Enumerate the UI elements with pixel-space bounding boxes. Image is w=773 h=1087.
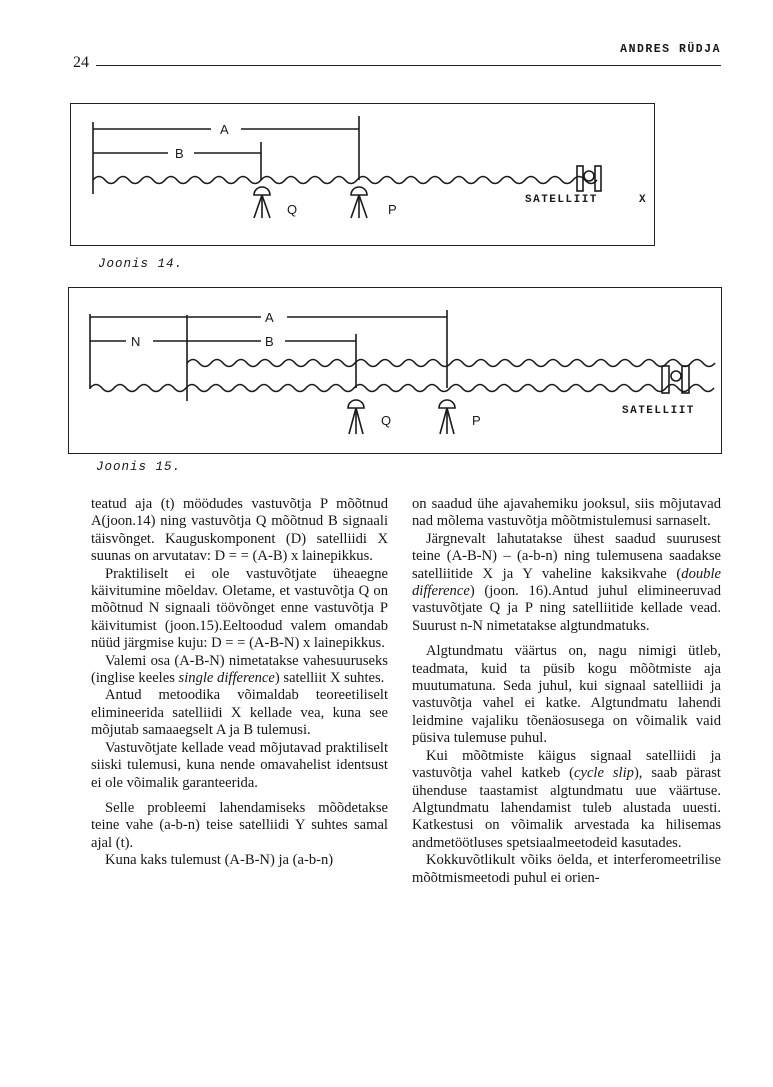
label-a: A bbox=[220, 122, 229, 137]
receiver-tripod-icon-q bbox=[348, 400, 364, 434]
paragraph: Antud metoodika võimaldab teoreetiliselt elimineerida satelliidi X kellade vea, kuna see mõjutab samaaegselt A ja B tulemusi. bbox=[91, 687, 388, 739]
paragraph: Praktiliselt ei ole vastuvõtjate üheaegne käivitumine mõeldav. Oletame, et vastuvõtja Q on mõõtnud N signaali töövõnget enne vastuvõtja P käivitumist (joon.15).Eeltoodud valem omandab nüüd järgmise kuju: D = = (A-B-N) x lainepikkus. bbox=[91, 565, 388, 652]
figure-14-diagram bbox=[71, 104, 654, 245]
paragraph: teatud aja (t) möödudes vastuvõtja P mõõtnud A(joon.14) ning vastuvõtja Q mõõtnud B signaali täisvõnget. Kauguskomponent (D) satelliidi X suunas on arvutatav: D = = (A-B) x lainepikkus. bbox=[91, 496, 388, 565]
signal-wave bbox=[93, 177, 597, 184]
text-column-left bbox=[91, 496, 388, 870]
page-number: 24 bbox=[73, 54, 89, 71]
signal-wave-lower bbox=[90, 385, 714, 392]
paragraph: on saadud ühe ajavahemiku jooksul, siis mõjutavad nad mõlema vastuvõtja mõõtmistulemusi sarnaselt. bbox=[412, 496, 721, 530]
label-satellite: SATELLIIT bbox=[525, 194, 598, 206]
paragraph: Järgnevalt lahutatakse ühest saadud suurusest teine (A-B-N) – (a-b-n) ning tulemusena saadakse satelliitide X ja Y vaheline kaksikvahe (double difference) (joon. 16).Antud juhul elimineeruvad vastuvõtjate Q ja P ning satelliitide kellade vead. Suurust n-N nimetatakse algtundmatuks. bbox=[412, 530, 721, 634]
label-b: B bbox=[175, 146, 184, 161]
receiver-tripod-icon-p bbox=[439, 400, 455, 434]
label-satellite-x: X bbox=[639, 194, 648, 206]
label-a: A bbox=[265, 310, 274, 325]
figure-14-caption: Joonis 14. bbox=[98, 257, 184, 271]
label-p: P bbox=[388, 202, 397, 217]
label-q: Q bbox=[287, 202, 298, 217]
signal-wave-upper bbox=[187, 360, 715, 367]
header-rule bbox=[96, 65, 721, 66]
text-column-right bbox=[412, 496, 721, 887]
paragraph: Kokkuvõtlikult võiks öelda, et interferomeetrilise mõõtmismeetodi puhul ei orien- bbox=[412, 852, 721, 886]
receiver-tripod-icon-p bbox=[351, 187, 367, 218]
paragraph: Kuna kaks tulemust (A-B-N) ja (a-b-n) bbox=[105, 852, 334, 869]
label-p: P bbox=[472, 413, 481, 428]
paragraph: Selle probleemi lahendamiseks mõõdetakse teine vahe (a-b-n) teise satelliidi Y suhtes samal ajal (t). bbox=[91, 799, 388, 851]
figure-15-caption: Joonis 15. bbox=[96, 460, 182, 474]
paragraph: Valemi osa (A-B-N) nimetatakse vahesuuruseks (inglise keeles single difference) satelliit X suhtes. bbox=[91, 652, 388, 687]
paragraph: Vastuvõtjate kellade vead mõjutavad praktiliselt siiski tulemusi, kuna nende omavahelist identsust ei ole võimalik garanteerida. bbox=[91, 739, 388, 791]
running-head: ANDRES RÜDJA bbox=[620, 43, 721, 56]
label-satellite: SATELLIIT bbox=[622, 405, 695, 417]
label-n: N bbox=[131, 334, 141, 349]
figure-14 bbox=[70, 103, 655, 246]
figure-15 bbox=[68, 287, 722, 454]
satellite-icon bbox=[577, 166, 601, 191]
paragraph: Algtundmatu väärtus on, nagu nimigi ütleb, teadmata, kuid ta püsib kogu mõõtmiste aja muutumatuna. Seda juhul, kui signaal satelliidi ja vastuvõtja vahel ei katke. Algtundmatu lahendi leidmine vajaliku tõenäosusega on võimalik vaid püsiva tulemuse puhul. bbox=[412, 643, 721, 747]
paragraph: Kui mõõtmiste käigus signaal satelliidi ja vastuvõtja vahel katkeb (cycle slip), saab pärast ühenduse taastamist algtundmatu uue väärtuse. Algtundmatu lahendamist tuleb alustada uuesti. Katkestusi on võimalik arvestada ka hilisemas andmetöötluses spetsiaalmeetodeid kasutades. bbox=[412, 747, 721, 851]
receiver-tripod-icon-q bbox=[254, 187, 270, 218]
figure-15-diagram bbox=[69, 288, 721, 453]
label-b: B bbox=[265, 334, 274, 349]
label-q: Q bbox=[381, 413, 392, 428]
